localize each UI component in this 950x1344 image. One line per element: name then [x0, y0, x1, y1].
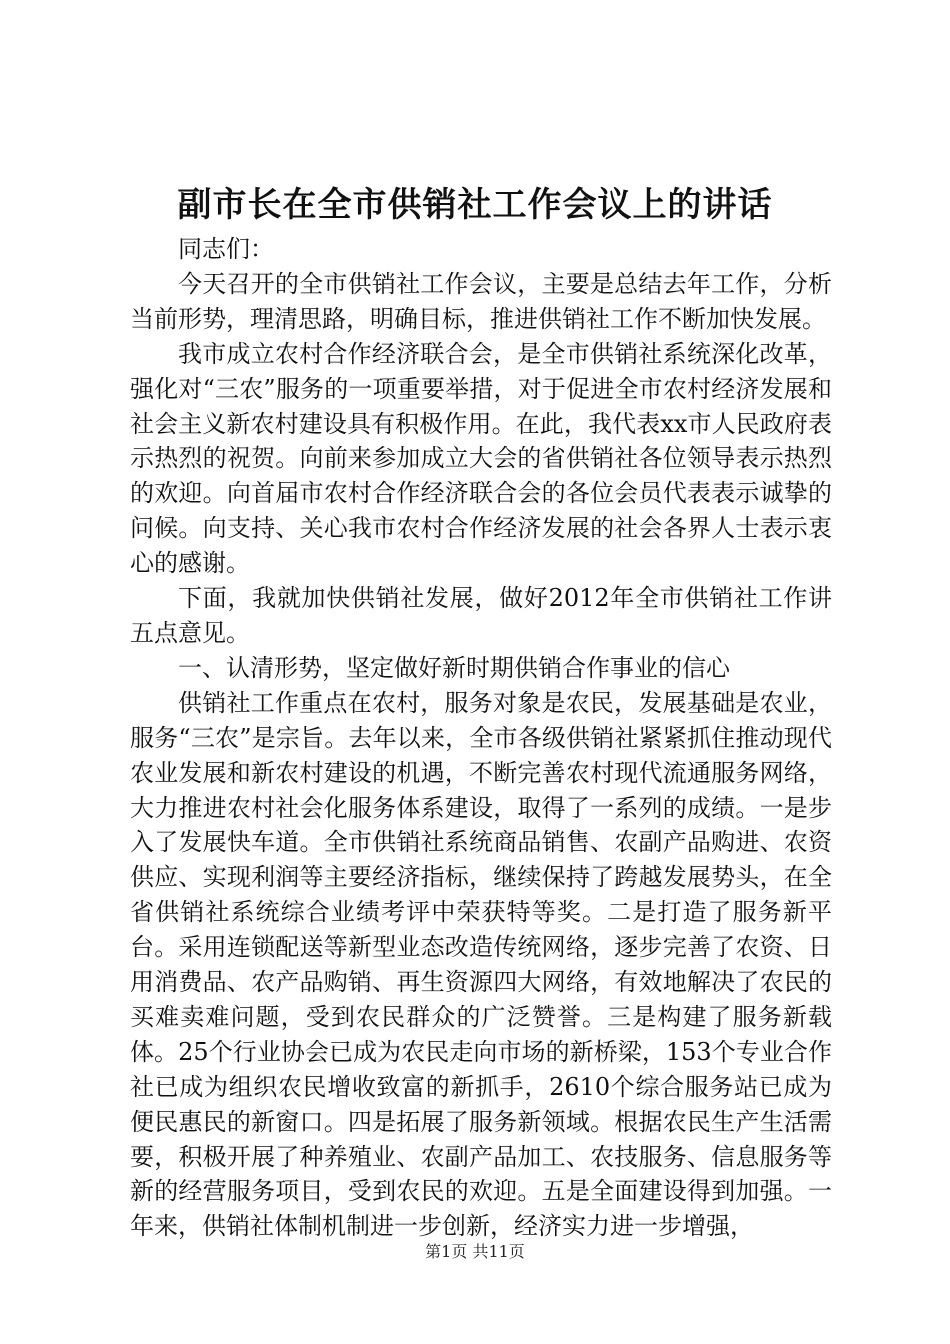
- page-footer: 第1页 共11页: [425, 1242, 525, 1261]
- document-title: 副市长在全市供销社工作会议上的讲话: [177, 185, 773, 225]
- body-paragraph: 供销社工作重点在农村，服务对象是农民，发展基础是农业，服务“三农”是宗旨。去年以来，全市各级供销社紧紧抓住推动现代农业发展和新农村建设的机遇，不断完善农村现代流通服务网络，大力推进农村社会化服务体系建设，取得了一系列的成绩。一是步入了发展快车道。全市供销社系统商品销售、农副产品购进、农资供应、实现利润等主要经济指标，继续保持了跨越发展势头，在全省供销社系统综合业绩考评中荣获特等奖。二是打造了服务新平台。采用连锁配送等新型业态改造传统网络，逐步完善了农资、日用消费品、农产品购销、再生资源四大网络，有效地解决了农民的买难卖难问题，受到农民群众的广泛赞誉。三是构建了服务新载体。25个行业协会已成为农民走向市场的新桥梁，153个专业合作社已成为组织农民增收致富的新抓手，2610个综合服务站已成为便民惠民的新窗口。四是拓展了服务新领域。根据农民生产生活需要，积极开展了种养殖业、农副产品加工、农技服务、信息服务等新的经营服务项目，受到农民的欢迎。五是全面建设得到加强。一年来，供销社体制机制进一步创新，经济实力进一步增强，: [130, 688, 832, 1241]
- body-paragraph: 我市成立农村合作经济联合会，是全市供销社系统深化改革，强化对“三农”服务的一项重要举措，对于促进全市农村经济发展和社会主义新农村建设具有积极作用。在此，我代表xx市人民政府表示热烈的祝贺。向前来参加成立大会的省供销社各位领导表示热烈的欢迎。向首届市农村合作经济联合会的各位会员代表表示诚挚的问候。向支持、关心我市农村合作经济发展的社会各界人士表示衷心的感谢。: [130, 339, 832, 578]
- document-body: [130, 232, 832, 1244]
- body-paragraph: 下面，我就加快供销社发展，做好2012年全市供销社工作讲五点意见。: [130, 584, 832, 647]
- body-paragraph: 今天召开的全市供销社工作会议，主要是总结去年工作，分析当前形势，理清思路，明确目标，推进供销社工作不断加快发展。: [130, 269, 832, 333]
- salutation-paragraph: 同志们：: [178, 235, 274, 263]
- section-heading: 一、认清形势，坚定做好新时期供销合作事业的信心: [178, 653, 730, 682]
